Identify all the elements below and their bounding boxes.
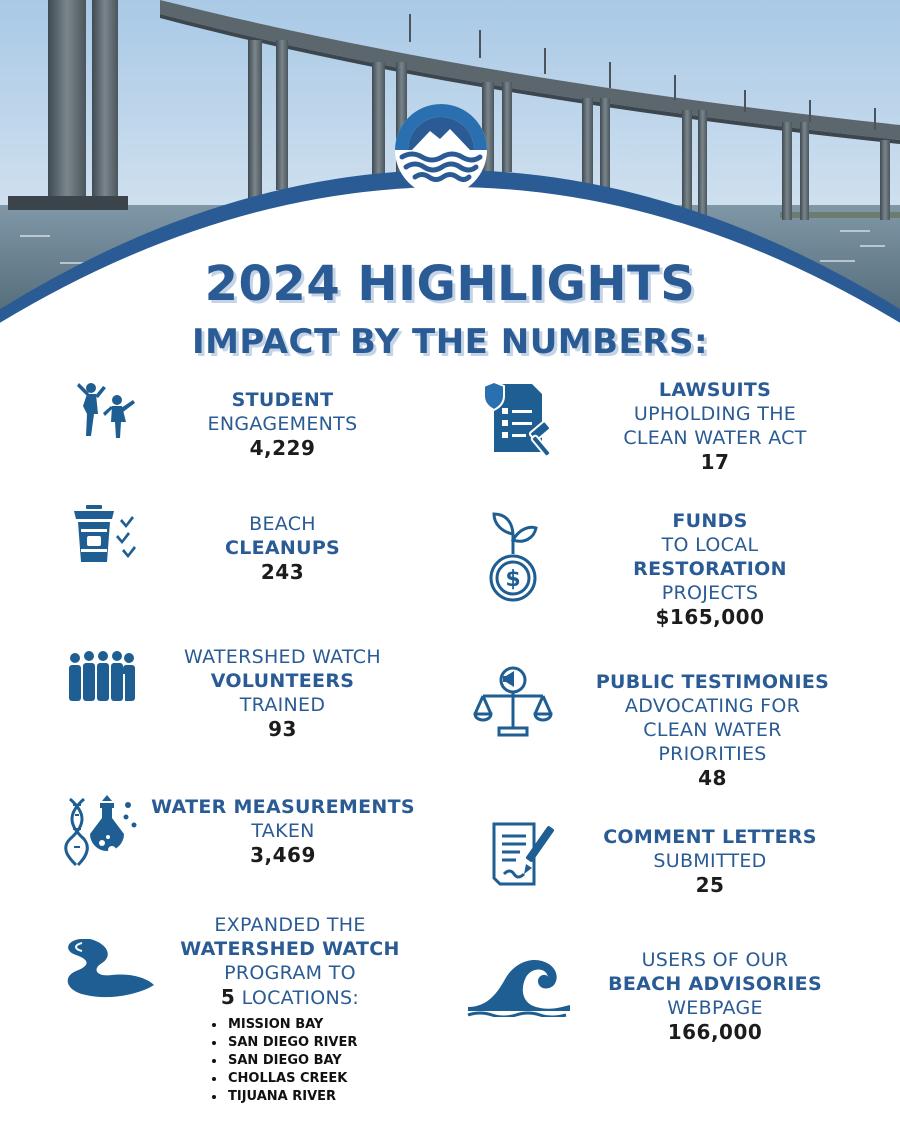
money-plant-icon — [488, 510, 540, 602]
stat-label: WATER MEASUREMENTS — [151, 796, 415, 818]
location-count: 5 — [220, 985, 236, 1009]
stat-label: COMMENT LETTERS — [603, 826, 817, 848]
stat-student-engagements — [150, 388, 415, 460]
stat-label: STUDENT — [231, 389, 334, 411]
stat-value: 166,000 — [667, 1020, 763, 1044]
stat-value: 243 — [260, 560, 305, 584]
stat-label-locations — [150, 985, 430, 1010]
kids-jumping-icon — [75, 380, 137, 442]
logo-icon — [388, 95, 494, 195]
stat-label: UPHOLDING THE — [633, 403, 797, 425]
stat-water-measurements — [145, 795, 421, 867]
stat-value: 93 — [268, 717, 297, 741]
stat-label: PROJECTS — [661, 582, 759, 604]
stat-label: RESTORATION — [633, 558, 787, 580]
stat-label: BEACH ADVISORIES — [608, 973, 822, 995]
stat-label: ADVOCATING FOR — [624, 695, 801, 717]
stat-value: 17 — [700, 450, 730, 474]
stat-label: WATERSHED WATCH — [180, 938, 400, 960]
stat-label: TAKEN — [251, 820, 315, 842]
letter-pen-icon — [490, 820, 558, 888]
stat-lawsuits — [590, 378, 840, 474]
stat-restoration-funds — [585, 509, 835, 629]
stat-comment-letters — [585, 825, 835, 897]
svg-text:$: $ — [505, 567, 521, 592]
science-flask-dna-icon — [62, 795, 140, 867]
stat-label: CLEAN WATER ACT — [623, 427, 807, 449]
group-people-icon — [65, 650, 137, 702]
stat-public-testimonies — [580, 670, 845, 790]
stat-value: $165,000 — [655, 605, 765, 629]
stat-label: PUBLIC TESTIMONIES — [595, 671, 830, 693]
list-item: • MISSION BAY — [226, 1016, 357, 1034]
page-title: 2024 HIGHLIGHTS — [204, 256, 696, 312]
stat-label: FUNDS — [672, 510, 748, 532]
trash-can-icon — [72, 505, 144, 567]
stat-label: LOCATIONS: — [235, 987, 360, 1009]
stat-label: CLEANUPS — [224, 537, 341, 559]
list-item: • TIJUANA RIVER — [226, 1088, 357, 1106]
list-item: • SAN DIEGO BAY — [226, 1052, 357, 1070]
stat-value: 25 — [695, 873, 725, 897]
stat-label: CLEAN WATER — [643, 719, 782, 741]
river-icon — [62, 935, 158, 1005]
stat-label: SUBMITTED — [653, 850, 767, 872]
stat-expanded-program — [150, 913, 430, 1010]
legal-document-gavel-icon — [482, 378, 562, 456]
stat-label: WEBPAGE — [667, 997, 763, 1019]
locations-list — [206, 1016, 357, 1106]
page-subtitle: IMPACT BY THE NUMBERS: — [191, 322, 709, 362]
ocean-wave-icon — [466, 955, 572, 1017]
list-item: • SAN DIEGO RIVER — [226, 1034, 357, 1052]
stat-value: 4,229 — [249, 436, 316, 460]
stat-beach-cleanups — [150, 512, 415, 584]
stat-label: LAWSUITS — [658, 379, 772, 401]
list-item: • CHOLLAS CREEK — [226, 1070, 357, 1088]
stat-label: ENGAGEMENTS — [207, 413, 358, 435]
stat-value: 3,469 — [250, 843, 316, 867]
stat-label: USERS OF OUR — [641, 949, 789, 971]
stat-label: BEACH — [249, 513, 316, 535]
stat-label: VOLUNTEERS — [210, 670, 355, 692]
stat-label: PROGRAM TO — [224, 962, 356, 984]
stat-label: EXPANDED THE — [214, 914, 366, 936]
stat-label: WATERSHED WATCH — [184, 646, 381, 668]
stat-volunteers-trained — [150, 645, 415, 741]
stat-label: TO LOCAL — [661, 534, 759, 556]
stat-value: 48 — [698, 766, 727, 790]
stat-label: PRIORITIES — [658, 743, 767, 765]
stat-label: TRAINED — [239, 694, 326, 716]
stat-beach-advisories — [585, 948, 845, 1044]
scales-megaphone-icon — [473, 666, 553, 738]
